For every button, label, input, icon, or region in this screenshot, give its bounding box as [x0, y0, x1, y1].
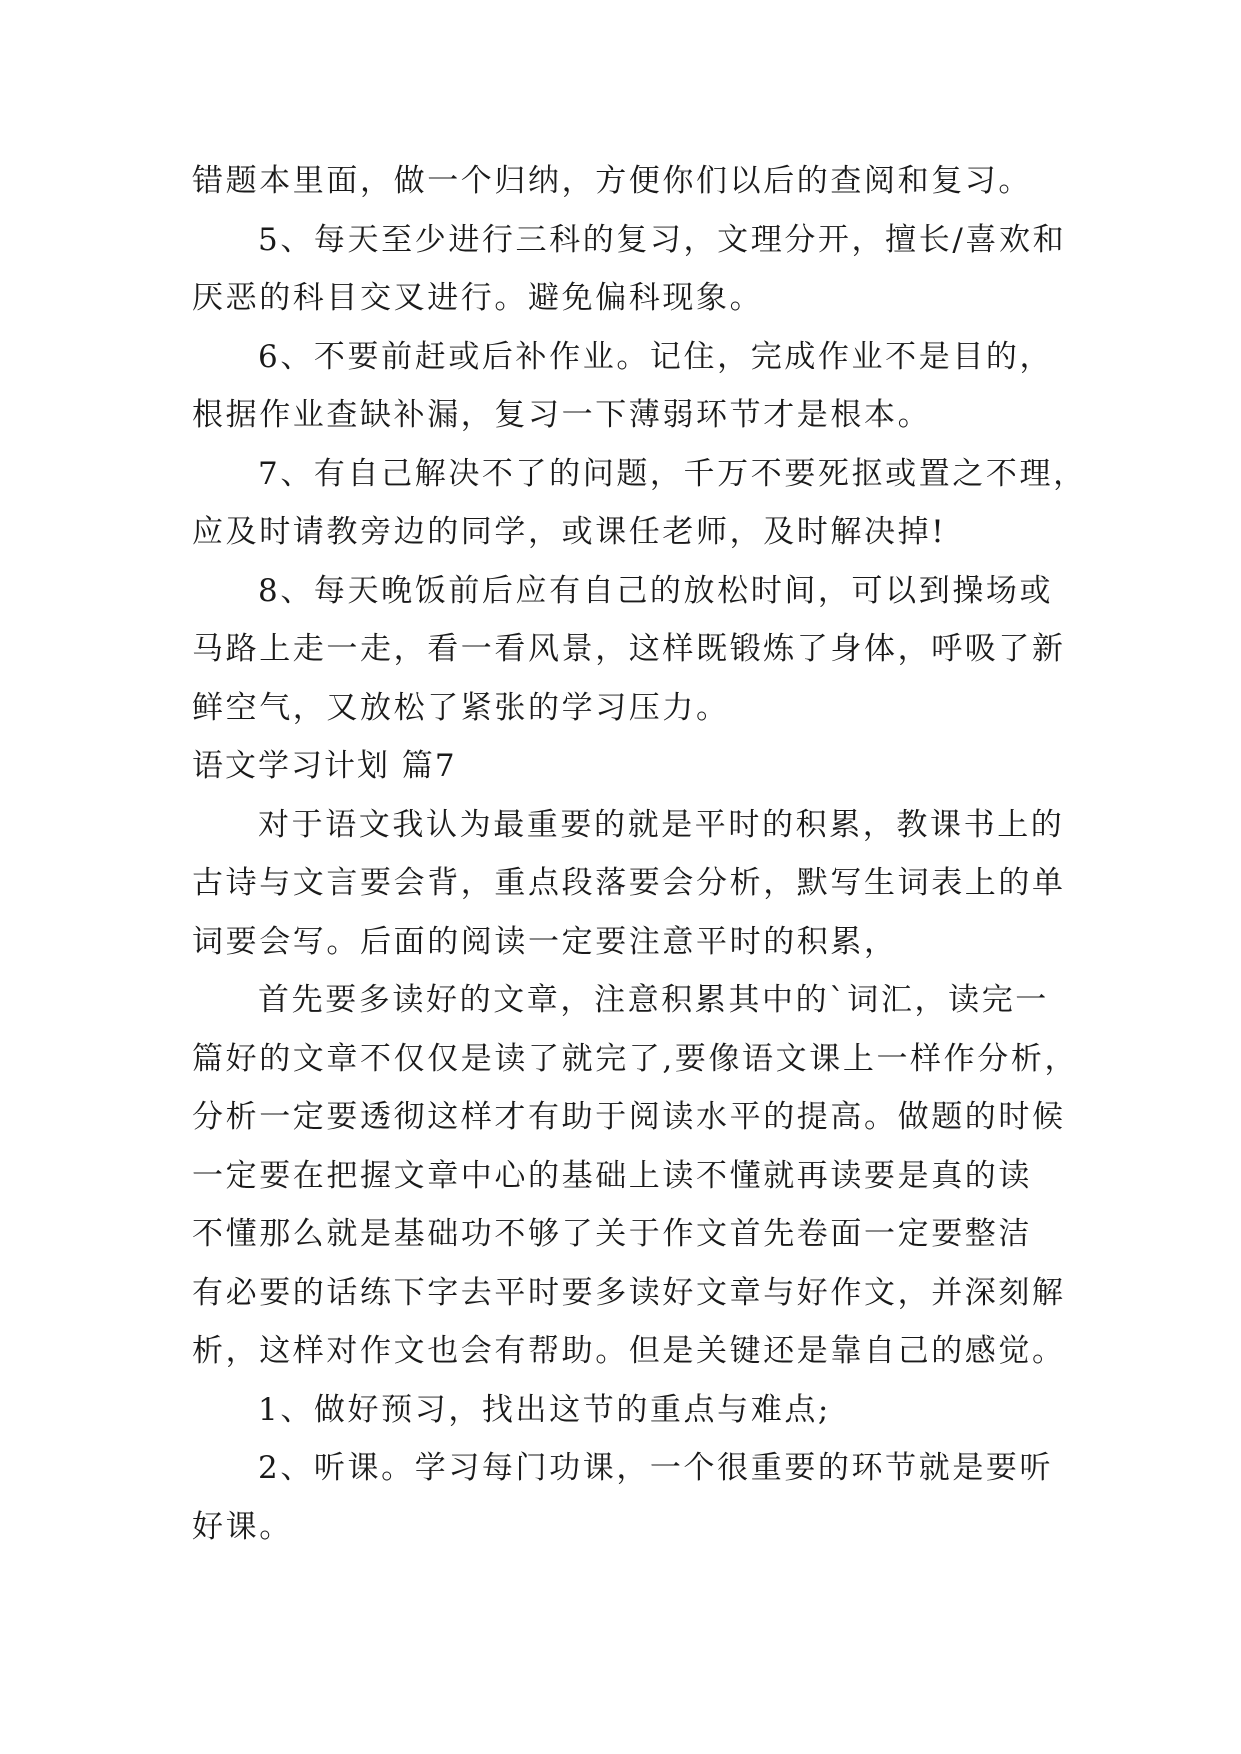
text-line: 篇好的文章不仅仅是读了就完了,要像语文课上一样作分析， [192, 1040, 1079, 1077]
text-line: 2、听课。学习每门功课，一个很重要的环节就是要听 [258, 1450, 1054, 1486]
text-line: 8、每天晚饭前后应有自己的放松时间，可以到操场或 [258, 572, 1054, 609]
text-line: 首先要多读好的文章，注意积累其中的`词汇，读完一 [258, 982, 1049, 1018]
text-line: 好课。 [192, 1508, 293, 1545]
text-line: 错题本里面，做一个归纳，方便你们以后的查阅和复习。 [192, 163, 1032, 199]
text-line: 一定要在把握文章中心的基础上读不懂就再读要是真的读 [192, 1157, 1032, 1194]
text-line: 分析一定要透彻这样才有助于阅读水平的提高。做题的时候 [192, 1099, 1066, 1135]
text-line: 厌恶的科目交叉进行。避免偏科现象。 [192, 280, 764, 316]
text-line: 有必要的话练下字去平时要多读好文章与好作文，并深刻解 [192, 1274, 1066, 1311]
document-body [192, 152, 1087, 1556]
text-line: 7、有自己解决不了的问题，千万不要死抠或置之不理， [258, 455, 1087, 492]
text-line: 5、每天至少进行三科的复习，文理分开，擅长/喜欢和 [258, 221, 1067, 258]
text-line: 鲜空气，又放松了紧张的学习压力。 [192, 689, 730, 726]
text-line: 古诗与文言要会背，重点段落要会分析，默写生词表上的单 [192, 865, 1066, 901]
text-line: 马路上走一走，看一看风景，这样既锻炼了身体，呼吸了新 [192, 631, 1066, 667]
text-line: 根据作业查缺补漏，复习一下薄弱环节才是根本。 [192, 397, 932, 433]
text-line: 6、不要前赶或后补作业。记住，完成作业不是目的， [258, 338, 1054, 375]
text-line: 应及时请教旁边的同学，或课任老师，及时解决掉! [192, 514, 947, 550]
text-line: 不懂那么就是基础功不够了关于作文首先卷面一定要整洁 [192, 1216, 1032, 1252]
text-line: 词要会写。后面的阅读一定要注意平时的积累， [192, 923, 898, 960]
text-line: 1、做好预习，找出这节的重点与难点; [258, 1391, 831, 1428]
text-line: 析，这样对作文也会有帮助。但是关键还是靠自己的感觉。 [192, 1333, 1066, 1369]
section-heading: 语文学习计划 篇7 [192, 748, 457, 784]
text-line: 对于语文我认为最重要的就是平时的积累，教课书上的 [258, 806, 1065, 843]
